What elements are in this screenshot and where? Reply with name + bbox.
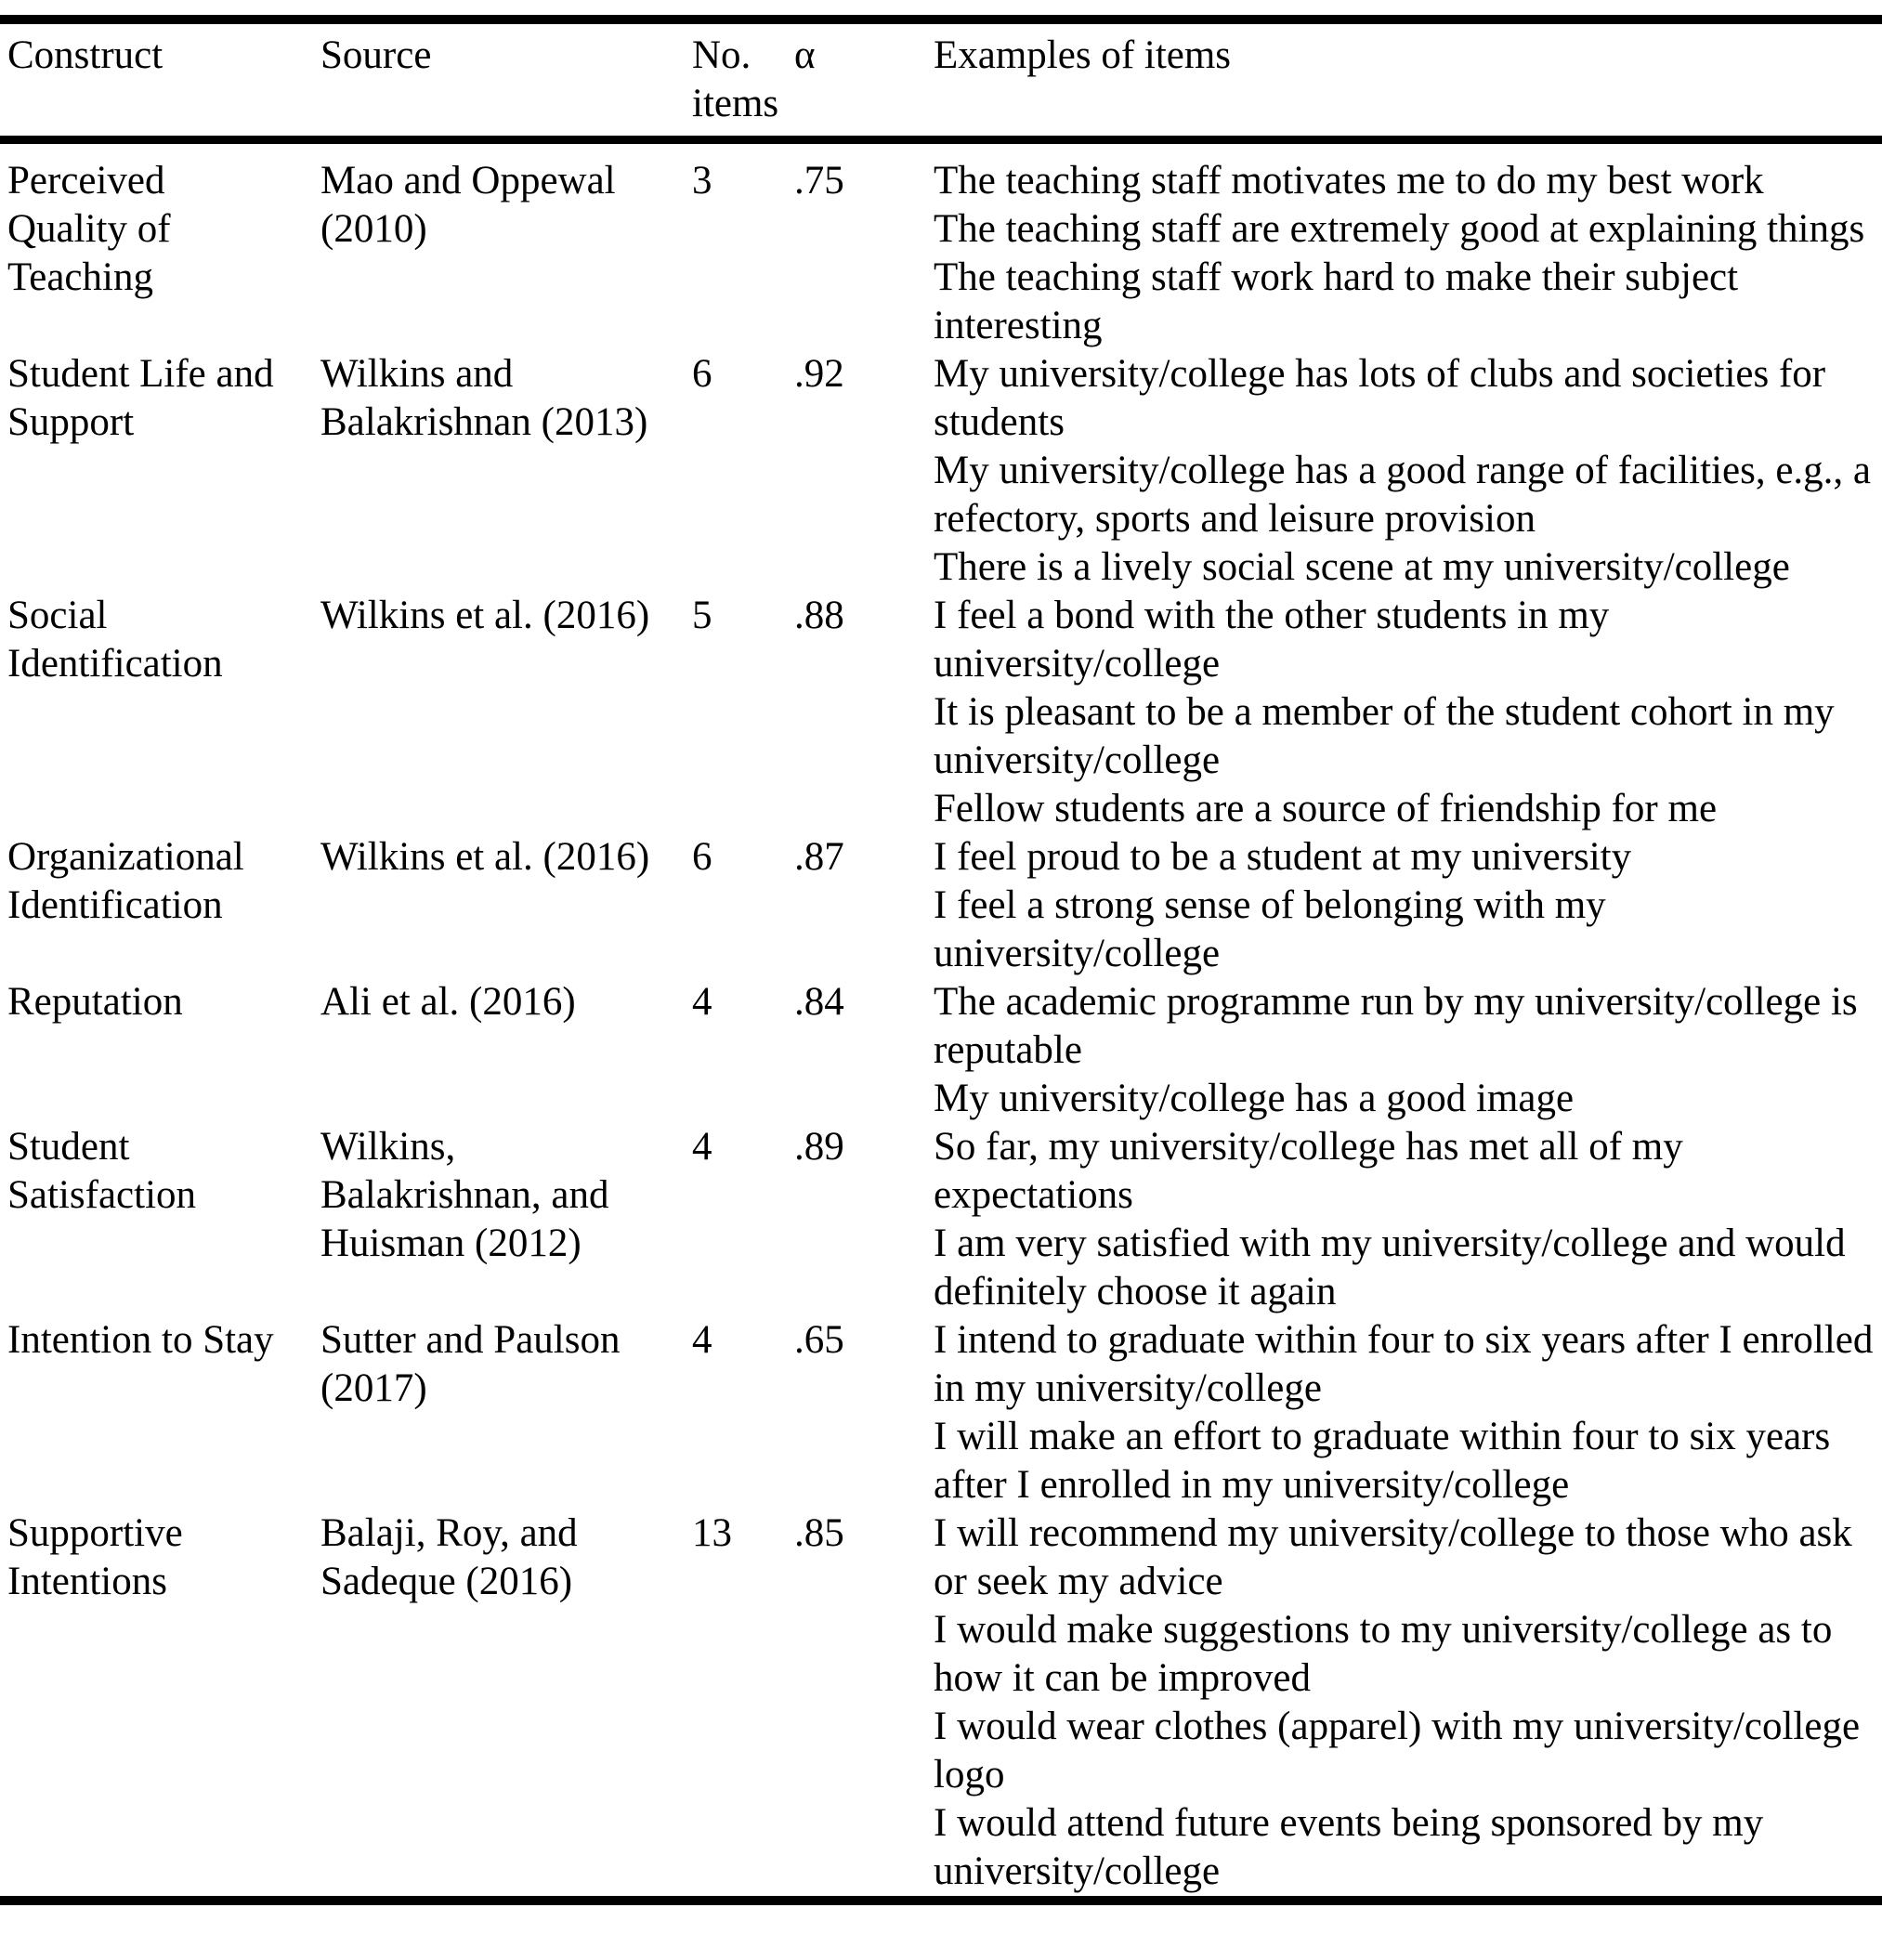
example-item: I would wear clothes (apparel) with my university/college logo bbox=[934, 1705, 1861, 1797]
cell-construct: Student Life and Support bbox=[7, 352, 274, 444]
table-row bbox=[0, 1509, 1882, 1901]
header-row bbox=[0, 20, 1882, 140]
cell-no-items: 5 bbox=[692, 594, 712, 637]
example-item: I feel a strong sense of belonging with my university/college bbox=[934, 883, 1606, 975]
example-item: So far, my university/college has met all of my expectations bbox=[934, 1125, 1683, 1217]
cell-alpha: .84 bbox=[794, 980, 844, 1024]
cell-examples bbox=[934, 1123, 1882, 1316]
cell-alpha: .85 bbox=[794, 1511, 844, 1555]
cell-examples bbox=[934, 833, 1882, 978]
cell-source: Balaji, Roy, and Sadeque (2016) bbox=[320, 1511, 578, 1603]
col-header-no-items: No. items bbox=[692, 20, 794, 140]
cell-no-items: 4 bbox=[692, 1125, 712, 1169]
table-row bbox=[0, 978, 1882, 1123]
example-item: I will make an effort to graduate within four to six years after I enrolled in my university/college bbox=[934, 1415, 1831, 1507]
example-item: My university/college has a good image bbox=[934, 1077, 1575, 1120]
table-row bbox=[0, 1316, 1882, 1509]
example-item: I intend to graduate within four to six years after I enrolled in my university/college bbox=[934, 1318, 1874, 1410]
cell-construct: Perceived Quality of Teaching bbox=[7, 159, 171, 299]
cell-examples bbox=[934, 978, 1882, 1123]
cell-source: Wilkins et al. (2016) bbox=[320, 835, 650, 879]
example-item: The teaching staff work hard to make their subject interesting bbox=[934, 255, 1739, 347]
example-item: The teaching staff motivates me to do my best work bbox=[934, 159, 1764, 203]
cell-examples bbox=[934, 140, 1882, 351]
cell-source: Wilkins and Balakrishnan (2013) bbox=[320, 352, 648, 444]
cell-construct: Supportive Intentions bbox=[7, 1511, 183, 1603]
example-item: There is a lively social scene at my university/college bbox=[934, 545, 1790, 589]
example-item: I would attend future events being sponsored by my university/college bbox=[934, 1801, 1764, 1893]
table-row bbox=[0, 833, 1882, 978]
cell-alpha: .89 bbox=[794, 1125, 844, 1169]
col-header-examples: Examples of items bbox=[934, 20, 1882, 140]
cell-no-items: 6 bbox=[692, 835, 712, 879]
example-item: I would make suggestions to my university/college as to how it can be improved bbox=[934, 1608, 1833, 1700]
col-header-construct: Construct bbox=[0, 20, 320, 140]
table-row bbox=[0, 350, 1882, 592]
cell-no-items: 4 bbox=[692, 1318, 712, 1362]
cell-examples bbox=[934, 1509, 1882, 1901]
cell-alpha: .92 bbox=[794, 352, 844, 396]
example-item: I feel a bond with the other students in my university/college bbox=[934, 594, 1610, 686]
cell-construct: Student Satisfaction bbox=[7, 1125, 197, 1217]
example-item: The academic programme run by my university/college is reputable bbox=[934, 980, 1858, 1072]
cell-examples bbox=[934, 350, 1882, 592]
cell-source: Mao and Oppewal (2010) bbox=[320, 159, 616, 251]
cell-construct: Social Identification bbox=[7, 594, 223, 686]
example-item: I will recommend my university/college to those who ask or seek my advice bbox=[934, 1511, 1852, 1603]
cell-construct: Organizational Identification bbox=[7, 835, 244, 927]
cell-construct: Intention to Stay bbox=[7, 1318, 274, 1362]
example-item: I am very satisfied with my university/college and would definitely choose it again bbox=[934, 1222, 1846, 1313]
cell-alpha: .87 bbox=[794, 835, 844, 879]
col-header-source: Source bbox=[320, 20, 692, 140]
example-item: I feel proud to be a student at my university bbox=[934, 835, 1632, 879]
cell-source: Ali et al. (2016) bbox=[320, 980, 576, 1024]
cell-source: Wilkins et al. (2016) bbox=[320, 594, 650, 637]
example-item: The teaching staff are extremely good at explaining things bbox=[934, 207, 1865, 251]
example-item: My university/college has a good range of facilities, e.g., a refectory, sports and leisure provision bbox=[934, 449, 1871, 541]
cell-no-items: 6 bbox=[692, 352, 712, 396]
col-header-alpha: α bbox=[794, 20, 934, 140]
cell-source: Wilkins, Balakrishnan, and Huisman (2012) bbox=[320, 1125, 609, 1265]
cell-examples bbox=[934, 592, 1882, 833]
cell-alpha: .88 bbox=[794, 594, 844, 637]
cell-alpha: .75 bbox=[794, 159, 844, 203]
cell-no-items: 13 bbox=[692, 1511, 732, 1555]
table-row bbox=[0, 592, 1882, 833]
cell-source: Sutter and Paulson (2017) bbox=[320, 1318, 621, 1410]
cell-construct: Reputation bbox=[7, 980, 183, 1024]
cell-no-items: 3 bbox=[692, 159, 712, 203]
table-row bbox=[0, 1123, 1882, 1316]
table-row bbox=[0, 140, 1882, 351]
measurement-scales-table bbox=[0, 15, 1882, 1905]
cell-alpha: .65 bbox=[794, 1318, 844, 1362]
cell-no-items: 4 bbox=[692, 980, 712, 1024]
example-item: My university/college has lots of clubs and societies for students bbox=[934, 352, 1826, 444]
example-item: Fellow students are a source of friendship for me bbox=[934, 787, 1718, 830]
example-item: It is pleasant to be a member of the student cohort in my university/college bbox=[934, 690, 1835, 782]
cell-examples bbox=[934, 1316, 1882, 1509]
